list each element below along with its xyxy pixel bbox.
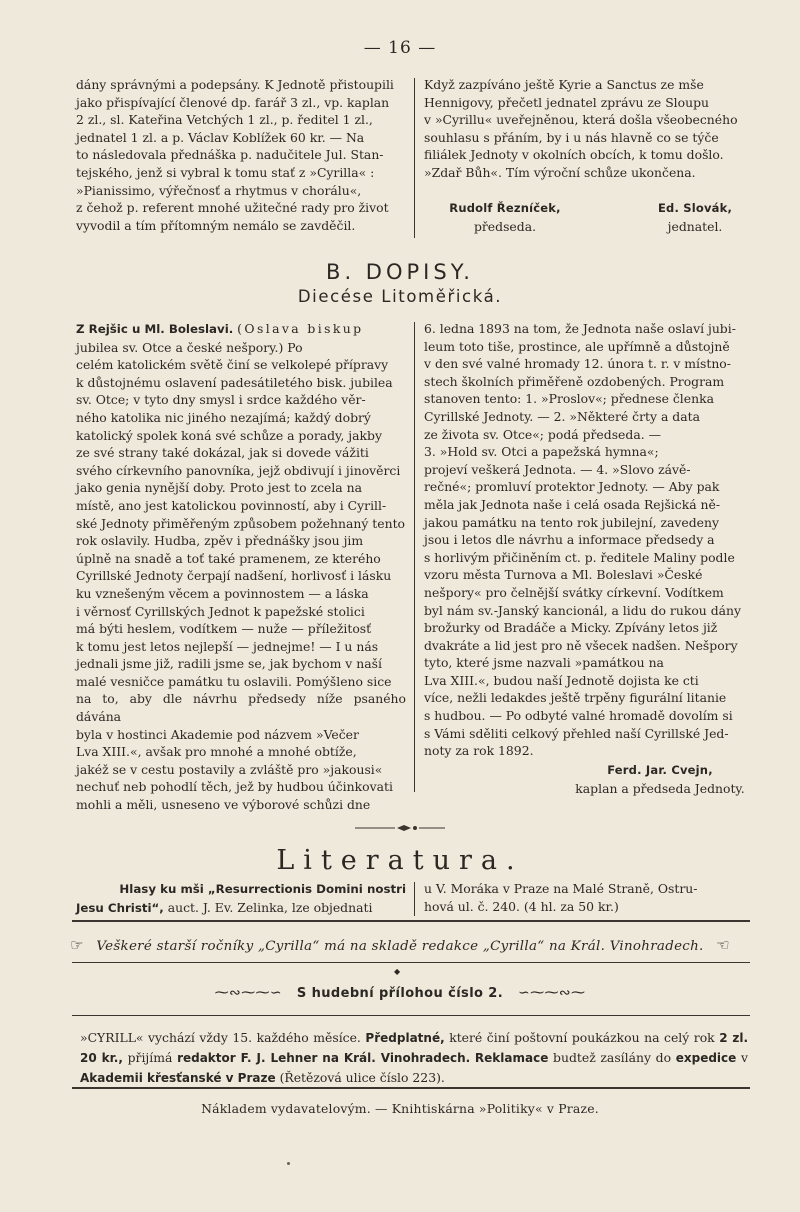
text-line: brožurky od Bradáče a Micky. Zpívány letos již — [424, 620, 718, 636]
text-line: »Zdař Bůh«. Tím výroční schůze ukončena. — [424, 164, 696, 180]
ornament-divider — [0, 819, 800, 831]
text-line: 6. ledna 1893 na tom, že Jednota naše oslaví jubi- — [424, 321, 736, 336]
text-line: dvakráte a lid jest pro ně všecek nadšen. Nešpory — [424, 637, 738, 653]
literatura-line — [76, 880, 406, 899]
text-line: k tomu jest letos nejlepší — jednejme! — I u nás — [76, 638, 379, 654]
text-line: více, nežli ledakdes ještě trpěny figurální litanie — [424, 690, 727, 706]
text-line: byl nám sv.-Janský kancionál, a lidu do rukou dány — [424, 602, 742, 618]
literatura-title: Literatura. — [276, 845, 524, 876]
notice-line — [0, 936, 800, 954]
text-line: Když zazpíváno ještě Kyrie a Sanctus ze mše — [424, 77, 704, 92]
column-divider-letter — [414, 322, 415, 792]
text-line: 3. »Hold sv. Otci a papežská hymna«; — [424, 444, 659, 460]
rule-above-info — [72, 1015, 750, 1016]
text-line: nechuť neb pohodlí těch, jež by hudbou účinkovati — [76, 779, 393, 795]
info-text: »CYRILL« vychází vždy 15. každého měsíce. — [80, 1030, 361, 1045]
rule-above-notice — [72, 920, 750, 922]
text-line: ze své strany také dokázal, jak si dovede vážiti — [76, 445, 369, 461]
text-line: jako přispívající členové dp. farář 3 zl., vp. kaplan — [76, 94, 390, 110]
signature-name: Rudolf Řezníček, — [449, 201, 561, 215]
text-line: v »Cyrillu« uveřejněnou, která došla všeobecného — [424, 112, 738, 128]
signature-name: Ed. Slovák, — [657, 201, 733, 215]
text-line: u V. Moráka v Praze na Malé Straně, Ostru- — [424, 881, 698, 896]
info-bold: 2 zl. 20 kr., — [80, 1031, 748, 1065]
text-line: ného katolika nic jiného nezajímá; každý dobrý — [76, 409, 371, 425]
text-line: malé vesničce památku tu oslavili. Pomýšleno sice — [76, 673, 392, 689]
text-line: mohli a měli, usneseno ve výborové schůzi dne — [76, 797, 371, 813]
info-bold: redaktor F. J. Lehner na Král. Vinohradech. — [177, 1051, 471, 1065]
literatura-title-bold-2: Jesu Christi“, — [76, 900, 164, 915]
info-bold: Akademii křesťanské v Praze — [80, 1071, 276, 1085]
text-line: jednali jsme již, radili jsme se, jak bychom v naší — [76, 656, 382, 672]
text-line: souhlasu s přáním, by i u nás hlavně co se týče — [424, 129, 719, 145]
text-line: ské Jednoty přiměřeným způsobem požehnaný tento — [76, 515, 406, 531]
text-line: noty za rok 1892. — [424, 743, 534, 759]
column-divider-literatura — [414, 882, 415, 916]
text-line: tyto, které jsme nazvali »památkou na — [424, 655, 664, 671]
flourish-right-icon: ∽⁓⁓∾⁓ — [517, 985, 586, 1001]
literatura-text: auct. J. Ev. Zelinka, lze objednati — [167, 899, 373, 915]
flourish-left-icon: ⁓∾⁓⁓∽ — [214, 985, 283, 1001]
imprint: Nákladem vydavatelovým. — Knihtiskárna »Politiky« v Praze. — [201, 1101, 599, 1116]
text-line: projeví veškerá Jednota. — 4. »Slovo závě- — [424, 461, 691, 477]
text-line: leum toto tiše, prostince, ale upřímně a důstojně — [424, 338, 730, 354]
signature-role: předseda. — [473, 218, 537, 234]
literatura-title-bold: Hlasy ku mši „Resurrectionis Domini nostri — [119, 882, 406, 896]
text-line: na to, aby dle návrhu předsedy níže psaného dávána — [76, 691, 406, 725]
letter-subtitle: (Oslava biskup — [237, 321, 364, 336]
text-line: v den své valné hromady 12. února t. r. v místno- — [424, 356, 731, 372]
text-line: tejského, jenž si vybral k tomu stať z »Cyrilla« : — [76, 164, 375, 180]
text-line: s hudbou. — Po odbyté valné hromadě dovolím si — [424, 708, 733, 724]
rule-below-notice — [72, 962, 750, 963]
ornament-line-icon — [0, 822, 800, 834]
supplement-line — [0, 985, 800, 1001]
text-line: byla v hostinci Akademie pod názvem »Večer — [76, 726, 359, 742]
letter-signature — [540, 762, 780, 797]
text-line: jakou památku na tento rok jubilejní, zavedeny — [424, 514, 719, 530]
pointing-hand-left-icon: ☜ — [716, 936, 730, 954]
text-line: jakéž se v cestu postavily a zvláště pro »jakousi« — [76, 761, 383, 777]
text-line: 2 zl., sl. Kateřina Vetchých 1 zl., p. ředitel 1 zl., — [76, 112, 373, 128]
text-line: dány správnými a podepsány. K Jednotě přistoupili — [76, 77, 394, 92]
text-line: s Vámi sděliti celkový přehled naší Cyrillské Jed- — [424, 725, 729, 741]
text-line: jako genia nynější doby. Proto jest to zcela na — [76, 480, 362, 496]
text-line: vzoru města Turnova a Ml. Boleslavi »České — [424, 567, 703, 583]
small-ornament: ◆ — [394, 967, 401, 976]
signature-right — [620, 200, 770, 235]
info-text: v — [740, 1050, 748, 1065]
text-line: svého církevního panovníka, jejž obdivují i jinověrci — [76, 462, 401, 478]
section-title: B. DOPISY. — [326, 260, 474, 284]
text-line: i věrnosť Cyrillských Jednot k papežské stolici — [76, 603, 365, 619]
text-line: Cyrillské Jednoty čerpají nadšení, horlivosť i lásku — [76, 568, 392, 584]
text-line: rok oslavily. Hudba, zpěv i přednášky jsou jim — [76, 533, 364, 549]
signature-role: kaplan a předseda Jednoty. — [575, 780, 745, 796]
rule-above-imprint — [72, 1087, 750, 1089]
text-line: sv. Otce; v tyto dny smysl i srdce každého věr- — [76, 392, 366, 408]
text-line: vyvodil a tím přítomným nemálo se zavděčil. — [76, 217, 356, 233]
info-bold: Reklamace — [474, 1051, 549, 1065]
literatura-line — [76, 899, 406, 918]
info-text: budtež zasílány do — [553, 1050, 672, 1065]
literatura-left — [76, 880, 406, 917]
literatura-right — [424, 880, 750, 915]
text-line: místě, ano jest katolickou povinností, aby i Cyrill- — [76, 497, 387, 513]
text-line: hová ul. č. 240. (4 hl. za 50 kr.) — [424, 898, 619, 914]
top-left-column — [76, 76, 406, 234]
letter-heading-line — [76, 320, 406, 339]
text-line: Cyrillské Jednoty. — 2. »Některé črty a data — [424, 408, 700, 424]
letter-heading: Z Rejšic u Ml. Boleslavi. — [76, 322, 234, 336]
text-line: ku vznešeným věcem a povinnostem — a láska — [76, 585, 369, 601]
signature-left — [420, 200, 590, 235]
text-line: celém katolickém světě činí se velkolepé přípravy — [76, 357, 389, 373]
pointing-hand-icon: ☞ — [70, 936, 84, 954]
text-line: stanoven tento: 1. »Proslov«; přednese členka — [424, 391, 714, 407]
info-text: (Řetězová ulice číslo 223). — [279, 1070, 445, 1085]
letter-left-column — [76, 320, 406, 814]
text-line: má býti heslem, vodítkem — nuže — příležitosť — [76, 621, 372, 637]
text-line: s horlivým přičiněním ct. p. ředitele Maliny podle — [424, 549, 735, 565]
text-line: k důstojnému oslavení padesátiletého bisk. jubilea — [76, 374, 393, 390]
diocese-title: Diecése Litoměřická. — [297, 287, 503, 306]
text-line: to následovala přednáška p. nadučitele Jul. Stan- — [76, 147, 384, 163]
supplement-text: S hudební přílohou číslo 2. — [296, 986, 504, 1001]
text-line: jednatel 1 zl. a p. Václav Koblížek 60 kr. — Na — [76, 129, 365, 145]
info-text: přijímá — [127, 1050, 173, 1065]
signature-role: jednatel. — [667, 218, 723, 234]
info-bold: Předplatné, — [365, 1031, 445, 1045]
text-line: katolický spolek koná své schůze a porady, jakby — [76, 427, 382, 443]
text-line: jsou i letos dle návrhu a informace předsedy a — [424, 532, 715, 548]
info-text: které činí poštovní poukázkou na celý rok — [449, 1030, 715, 1045]
cyrill-info — [80, 1028, 748, 1088]
paper-speck — [287, 1162, 290, 1165]
text-line: stech školních přiměřeně ozdobených. Program — [424, 373, 725, 389]
text-line: Lva XIII.«, budou naší Jednotě dojista ke cti — [424, 672, 699, 688]
top-right-column — [424, 76, 750, 182]
signature-name: Ferd. Jar. Cvejn, — [607, 763, 713, 777]
text-line: rečné«; promluví protektor Jednoty. — Aby pak — [424, 479, 720, 495]
text-line: z čehož p. referent mnohé užitečné rady pro život — [76, 200, 389, 216]
text-line: Lva XIII.«, avšak pro mnohé a mnohé obtíže, — [76, 744, 357, 760]
page-number: — 16 — — [363, 38, 437, 58]
info-bold: expedice — [675, 1051, 737, 1065]
text-line: »Pianissimo, výřečnosť a rhytmus v chorálu«, — [76, 182, 362, 198]
text-line: Hennigovy, přečetl jednatel zprávu ze Sloupu — [424, 94, 710, 110]
text-line: ze života sv. Otce«; podá předseda. — — [424, 426, 661, 442]
text-line: úplně na snadě a toť také pramenem, ze kterého — [76, 550, 381, 566]
text-line: filiálek Jednoty v okolních obcích, k tomu došlo. — [424, 147, 724, 163]
column-divider-top — [414, 78, 415, 238]
text-line: nešpory« pro čelnější svátky církevní. Vodítkem — [424, 584, 724, 600]
notice-text: Veškeré starší ročníky „Cyrilla“ má na skladě redakce „Cyrilla“ na Král. Vinohradech. — [96, 939, 704, 954]
text-line: měla jak Jednota naše i celá osada Rejšická ně- — [424, 496, 721, 512]
text-line: jubilea sv. Otce a české nešpory.) Po — [76, 339, 303, 355]
letter-right-column — [424, 320, 750, 760]
